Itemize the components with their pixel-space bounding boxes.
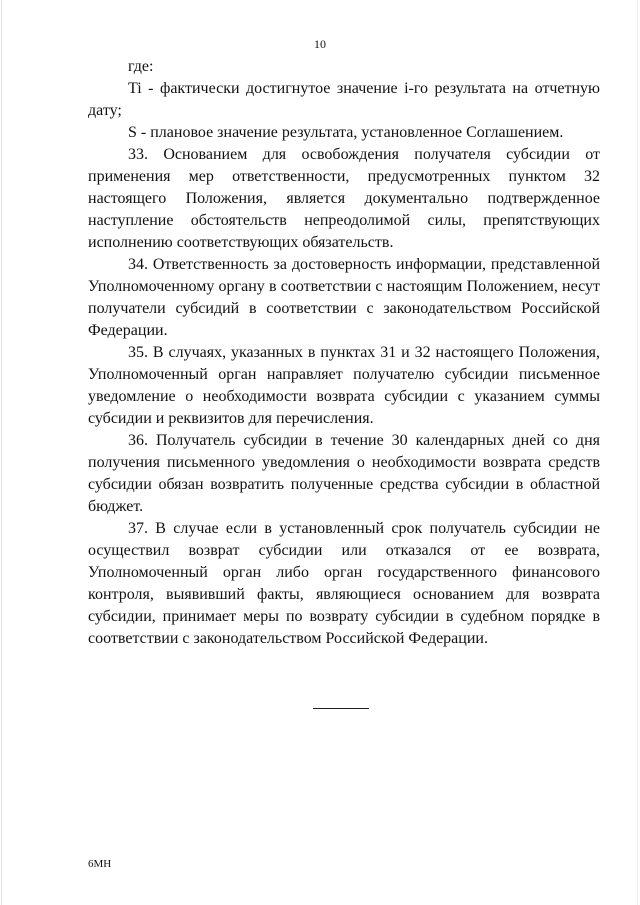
- scan-edge-right: [637, 0, 638, 905]
- page-number: 10: [314, 37, 326, 51]
- paragraph-s-definition: S - плановое значение результата, установленное Соглашением.: [128, 124, 564, 141]
- footer-code: 6МН: [88, 858, 112, 870]
- paragraph-33: 33. Основанием для освобождения получателя субсидии от применения мер ответственности, предусмотренных пунктом 32 настоящего Положения, является документально подтвержденное наступление обстоятельств непреодолимой силы, препятствующих исполнению соответствующих обязательств.: [88, 146, 600, 251]
- end-separator-line: [313, 708, 369, 709]
- paragraph-34: 34. Ответственность за достоверность информации, представленной Уполномоченному органу в соответствии с настоящим Положением, несут получатели субсидий в соответствии с законодательством Российской Федерации.: [88, 256, 600, 339]
- paragraph-36: 36. Получатель субсидии в течение 30 календарных дней со дня получения письменного уведомления о необходимости возврата средств субсидии обязан возвратить полученные средства субсидии в областной бюджет.: [88, 432, 600, 515]
- paragraph-where: где:: [128, 58, 154, 75]
- document-body: [88, 56, 600, 650]
- scan-edge-left: [1, 0, 2, 905]
- paragraph-35: 35. В случаях, указанных в пунктах 31 и 32 настоящего Положения, Уполномоченный орган направляет получателю субсидии письменное уведомление о необходимости возврата субсидии с указанием суммы субсидии и реквизитов для перечисления.: [88, 344, 600, 427]
- paragraph-ti-definition: Ti - фактически достигнутое значение i-го результата на отчетную дату;: [88, 80, 600, 119]
- paragraph-37: 37. В случае если в установленный срок получатель субсидии не осуществил возврат субсидии или отказался от ее возврата, Уполномоченный орган либо орган государственного финансового контроля, выявивший факты, являющиеся основанием для возврата субсидии, принимает меры по возврату субсидии в судебном порядке в соответствии с законодательством Российской Федерации.: [88, 520, 600, 647]
